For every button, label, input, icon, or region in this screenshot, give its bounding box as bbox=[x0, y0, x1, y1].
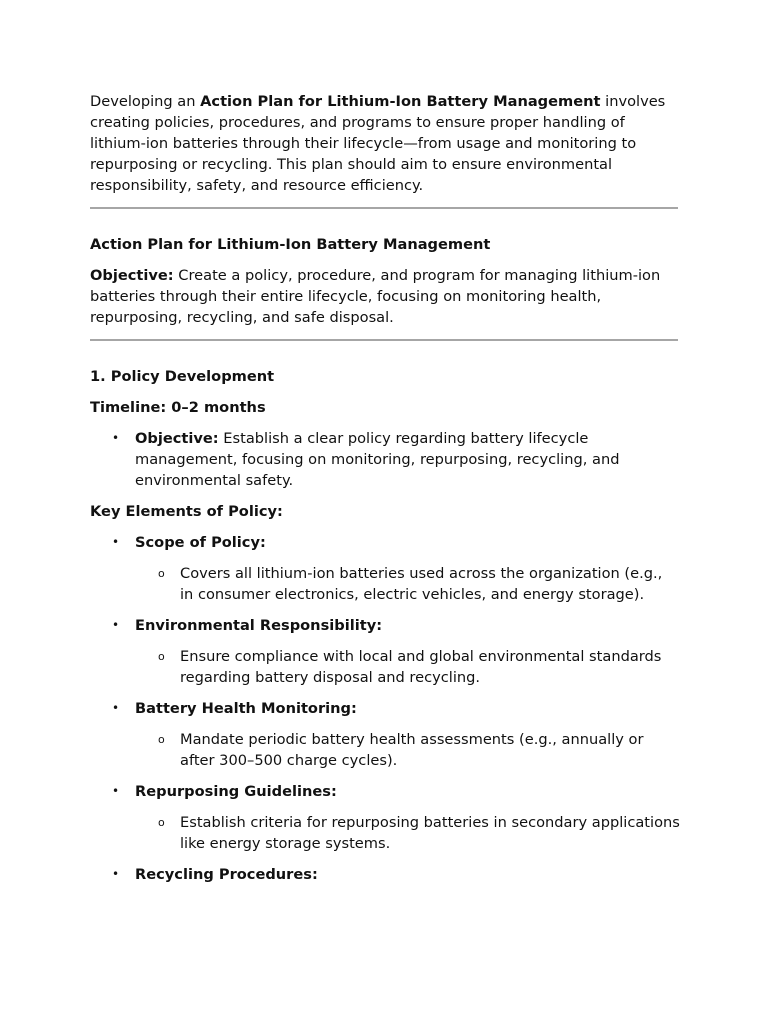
key-elements-heading: Key Elements of Policy: bbox=[90, 503, 283, 520]
list-item bbox=[135, 615, 680, 688]
sub-list bbox=[135, 812, 680, 854]
sub-list-item: o Covers all lithium-ion batteries used across the organization (e.g., in consumer electronics, electric vehicles, and energy storage). bbox=[180, 563, 680, 605]
sub-list-item: o Mandate periodic battery health assessments (e.g., annually or after 300–500 charge cycles). bbox=[180, 729, 680, 771]
intro-lead: Developing an bbox=[90, 93, 201, 110]
sub-list-item: o Ensure compliance with local and global environmental standards regarding battery disposal and recycling. bbox=[180, 646, 680, 688]
horizontal-rule bbox=[90, 207, 678, 209]
intro-rest: involves creating policies, procedures, and programs to ensure proper handling of lithium-ion batteries through their lifecycle—from usage and monitoring to repurposing or recycling. This plan should aim to ensure environmental responsibility, safety, and resource efficiency. bbox=[90, 93, 666, 194]
list-item bbox=[135, 698, 680, 771]
key-elements-list bbox=[90, 532, 680, 885]
plan-objective-text: Create a policy, procedure, and program for managing lithium-ion batteries through their entire lifecycle, focusing on monitoring health, repurposing, recycling, and safe disposal. bbox=[90, 267, 661, 326]
sub-list-item: o Establish criteria for repurposing batteries in secondary applications like energy storage systems. bbox=[180, 812, 680, 854]
list-item bbox=[135, 781, 680, 854]
section-heading: 1. Policy Development bbox=[90, 368, 275, 385]
element-label: Repurposing Guidelines: bbox=[135, 783, 337, 800]
element-label: Scope of Policy: bbox=[135, 534, 266, 551]
element-label: Battery Health Monitoring: bbox=[135, 700, 357, 717]
horizontal-rule bbox=[90, 339, 678, 341]
list-item bbox=[135, 428, 680, 491]
intro-bold-title: Action Plan for Lithium-Ion Battery Management bbox=[200, 93, 601, 110]
intro-paragraph bbox=[90, 91, 680, 196]
section-timeline: Timeline: 0–2 months bbox=[90, 399, 266, 416]
plan-objective bbox=[90, 265, 680, 328]
sub-list bbox=[135, 646, 680, 688]
list-item bbox=[135, 532, 680, 605]
plan-objective-label: Objective: bbox=[90, 267, 174, 284]
sub-list bbox=[135, 563, 680, 605]
sub-list bbox=[135, 729, 680, 771]
element-label: Environmental Responsibility: bbox=[135, 617, 383, 634]
objective-list bbox=[90, 428, 680, 491]
objective-text: Establish a clear policy regarding battery lifecycle management, focusing on monitoring, repurposing, recycling, and environmental safety. bbox=[135, 430, 620, 489]
plan-title: Action Plan for Lithium-Ion Battery Management bbox=[90, 236, 491, 253]
document-page bbox=[90, 91, 680, 885]
list-item bbox=[135, 864, 680, 885]
objective-label: Objective: bbox=[135, 430, 219, 447]
element-label: Recycling Procedures: bbox=[135, 866, 318, 883]
